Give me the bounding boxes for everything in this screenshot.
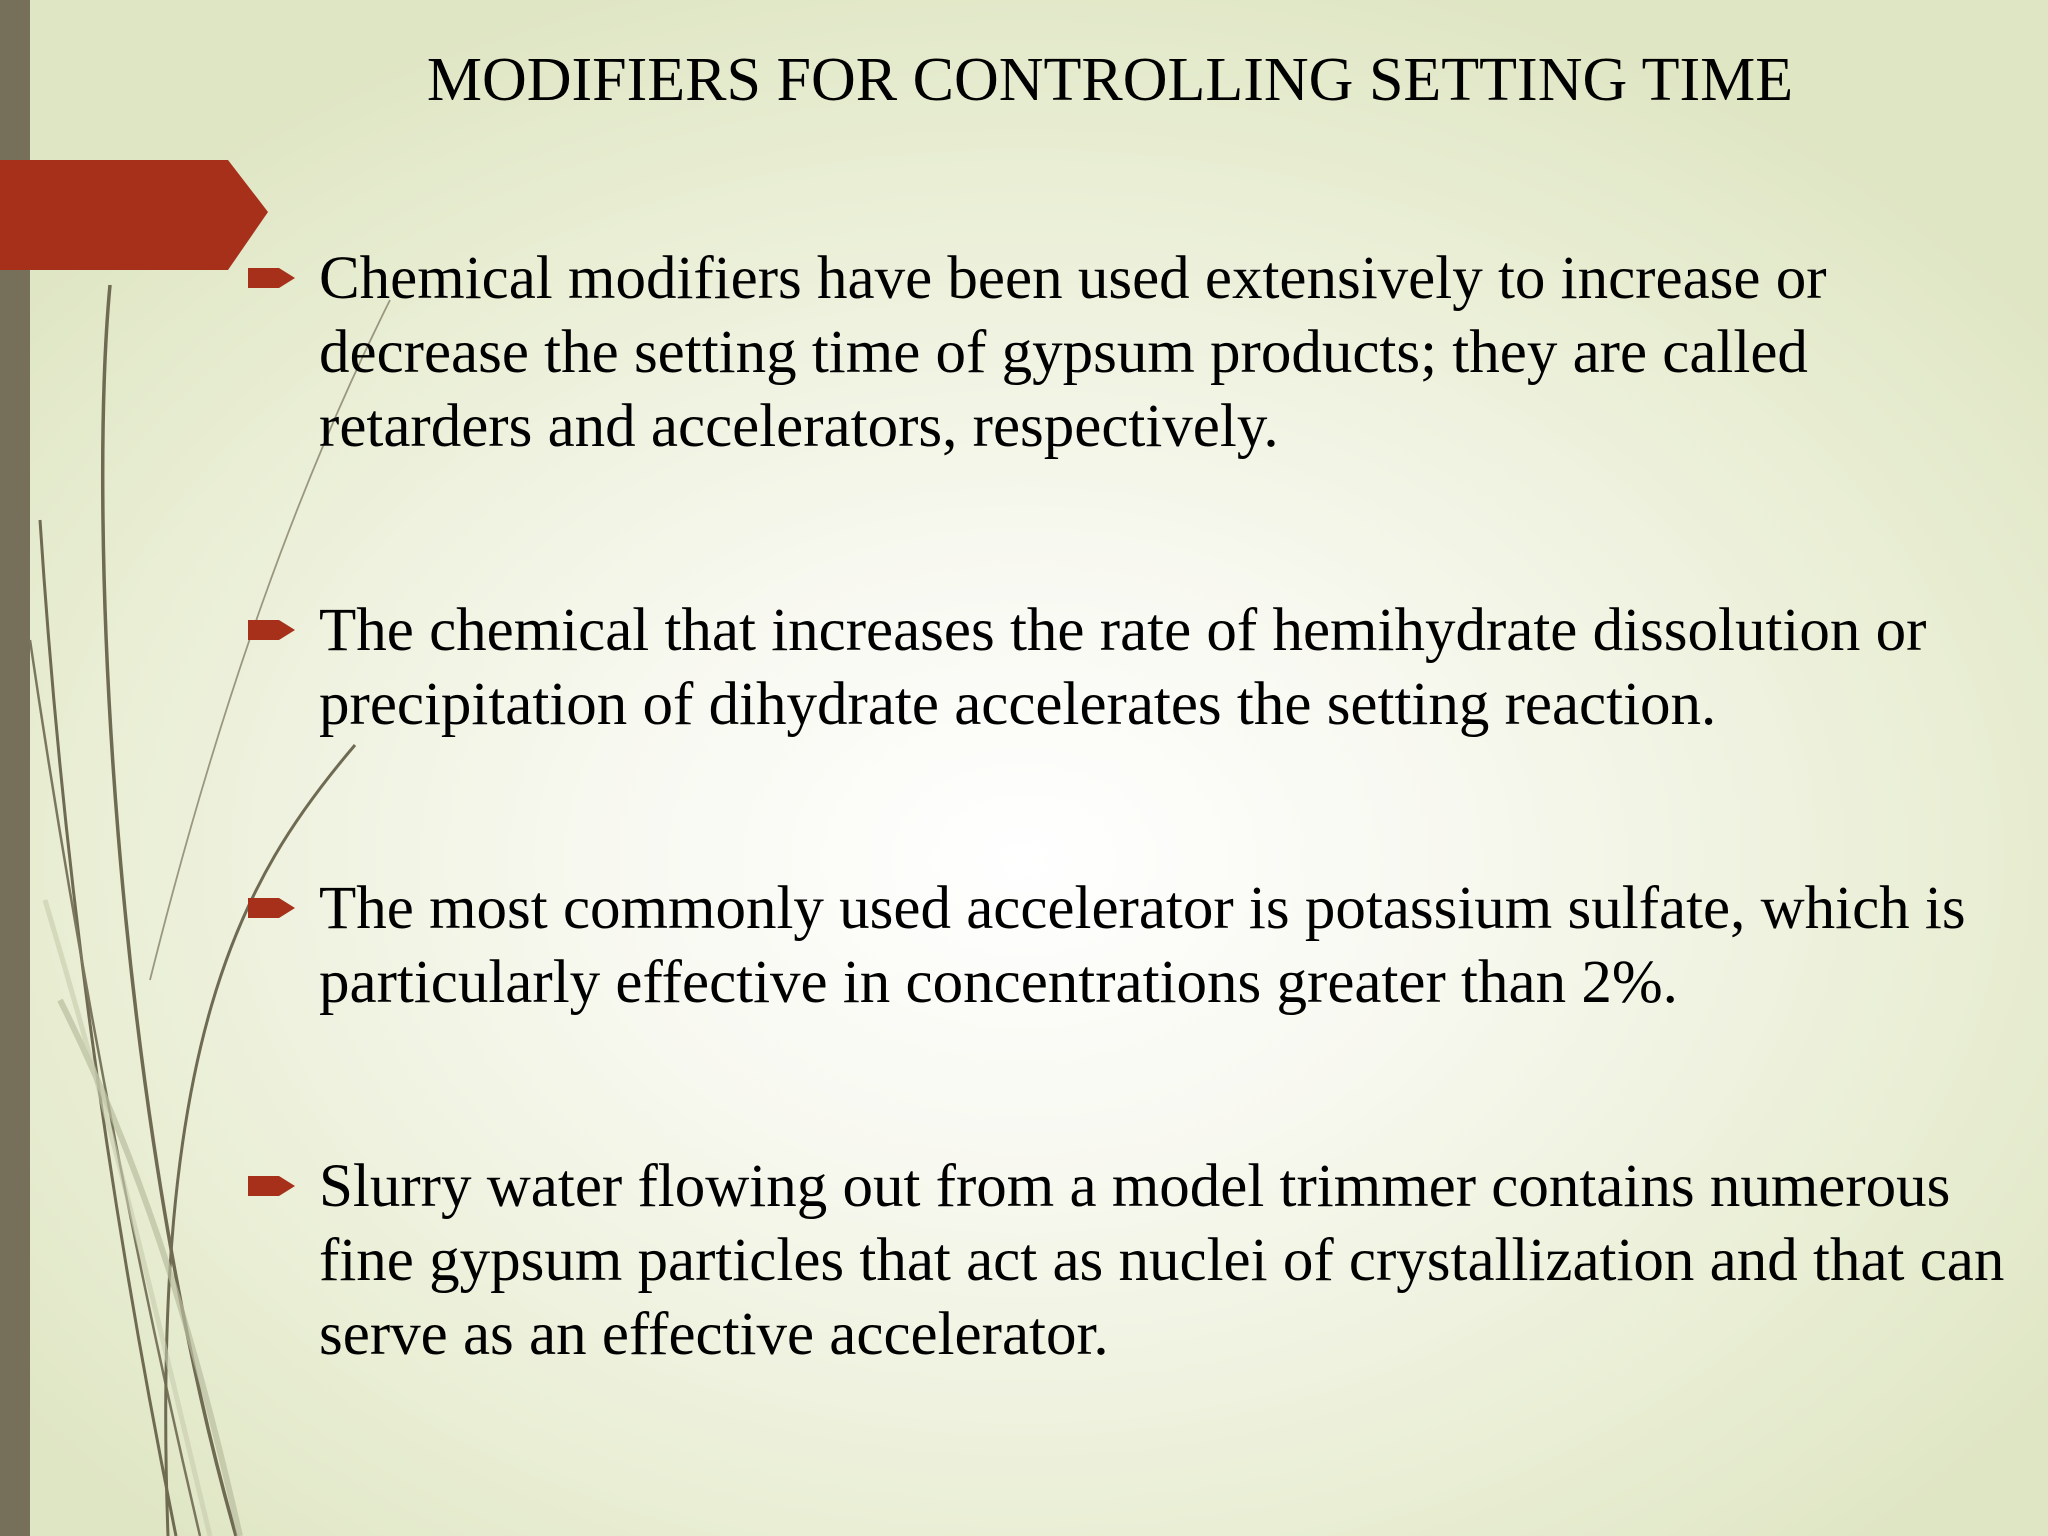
bullet-text-1: Chemical modifiers have been used extensively to increase or decrease the setting time of gypsum products; they are called retarders and accelerators, respectively.	[319, 245, 1827, 460]
bullet-text-2: The chemical that increases the rate of hemihydrate dissolution or precipitation of dihydrate accelerates the setting reaction.	[319, 597, 1927, 738]
bullet-item-3	[245, 872, 2035, 1020]
arrow-bullet-icon	[245, 615, 297, 645]
arrow-bullet-icon	[245, 263, 297, 293]
bullet-item-4	[245, 1150, 2035, 1372]
bullet-list	[245, 242, 2035, 1372]
bullet-item-2	[245, 594, 2035, 742]
slide-title: MODIFIERS FOR CONTROLLING SETTING TIME	[426, 46, 1794, 114]
red-pentagon-banner	[0, 0, 280, 300]
bullet-text-3: The most commonly used accelerator is potassium sulfate, which is particularly effective in concentrations greater than 2%.	[319, 875, 1966, 1016]
bullet-text-4: Slurry water flowing out from a model trimmer contains numerous fine gypsum particles that act as nuclei of crystallization and that can serve as an effective accelerator.	[319, 1153, 2005, 1368]
arrow-bullet-icon	[245, 893, 297, 923]
arrow-bullet-icon	[245, 1171, 297, 1201]
bullet-item-1	[245, 242, 2035, 464]
